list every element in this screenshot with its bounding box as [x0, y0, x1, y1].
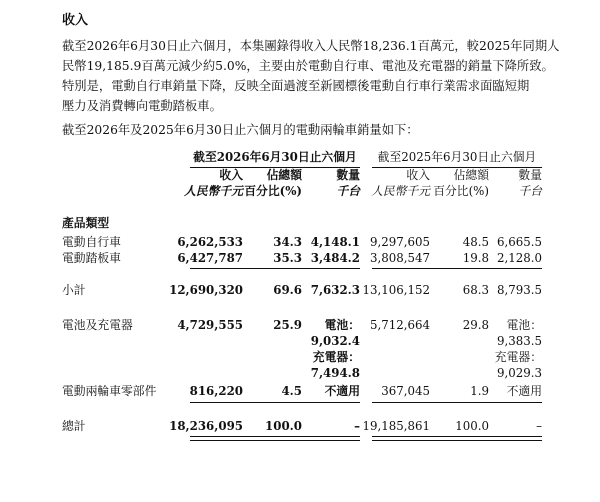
charger-label-2026: 充電器：: [312, 350, 360, 364]
unit-revenue-2025: 人民幣千元: [371, 184, 430, 198]
cell-vol-2025: 不適用: [506, 384, 542, 398]
cell-pct-2025: 1.9: [470, 384, 489, 398]
charger-label-2025: 充電器：: [494, 350, 542, 364]
unit-volume-2026: 千台: [336, 184, 360, 198]
total-rule-2026: [190, 402, 360, 403]
unit-volume-2025: 千台: [518, 184, 542, 198]
battery-label-2025: 電池：: [506, 318, 542, 332]
cell-vol-2025: –: [536, 419, 542, 433]
subtotal-rule-2025: [372, 268, 542, 269]
revenue-paragraph: [62, 36, 582, 116]
paragraph-line: 特別是，電動自行車銷量下降，反映全面過渡至新國標後電動自行車行業需求面臨短期: [62, 79, 530, 93]
row-label: 小計: [62, 283, 86, 297]
cell-rev-2026: 4,729,555: [177, 318, 243, 332]
col-volume-2026: 數量: [336, 168, 360, 182]
subtotal-rule-2026: [190, 268, 360, 269]
charger-value-2025: 9,029.3: [496, 366, 542, 380]
row-label: 電動兩輪車零部件: [62, 384, 157, 398]
total-double-rule-2026: [190, 436, 360, 441]
unit-share-2025: 百分比(%): [433, 184, 489, 198]
battery-label-2026: 電池：: [324, 318, 360, 332]
period-2025-header: 截至2025年6月30日止六個月: [377, 150, 537, 164]
cell-pct-2025: 100.0: [455, 419, 489, 433]
unit-revenue-2026: 人民幣千元: [184, 184, 243, 198]
cell-vol-2025: 8,793.5: [496, 283, 542, 297]
cell-pct-2025: 29.8: [462, 318, 489, 332]
row-label: 電池及充電器: [62, 318, 133, 332]
cell-vol-2025: 6,665.5: [496, 235, 542, 249]
cell-pct-2026: 35.3: [273, 251, 302, 265]
cell-rev-2026: 18,236,095: [169, 419, 243, 433]
row-label: 電動自行車: [62, 235, 121, 249]
paragraph-line: 壓力及消費轉向電動踏板車。: [62, 99, 222, 113]
cell-pct-2026: 100.0: [265, 419, 302, 433]
cell-rev-2026: 816,220: [189, 384, 243, 398]
cell-pct-2025: 68.3: [462, 283, 489, 297]
section-heading: 收入: [62, 13, 89, 28]
cell-vol-2026: –: [354, 419, 360, 433]
table-intro: 截至2026年及2025年6月30日止六個月的電動兩輪車銷量如下：: [62, 123, 419, 137]
cell-rev-2025: 367,045: [381, 384, 430, 398]
cell-vol-2026: 7,632.3: [310, 283, 360, 297]
col-share-2026: 佔總額: [266, 168, 302, 182]
cell-pct-2026: 25.9: [273, 318, 302, 332]
cell-pct-2025: 19.8: [462, 251, 489, 265]
col-revenue-2025: 收入: [406, 168, 430, 182]
cell-rev-2025: 13,106,152: [362, 283, 430, 297]
cell-pct-2025: 48.5: [462, 235, 489, 249]
col-volume-2025: 數量: [518, 168, 542, 182]
cell-pct-2026: 34.3: [273, 235, 302, 249]
cell-vol-2026: 3,484.2: [310, 251, 360, 265]
col-share-2025: 佔總額: [453, 168, 489, 182]
battery-value-2025: 9,383.5: [496, 334, 542, 348]
cell-rev-2025: 19,185,861: [362, 419, 430, 433]
cell-rev-2026: 6,427,787: [177, 251, 243, 265]
cell-vol-2025: 2,128.0: [496, 251, 542, 265]
total-double-rule-2025: [372, 436, 542, 441]
total-rule-2025: [372, 402, 542, 403]
period-2026-header: 截至2026年6月30日止六個月: [193, 150, 357, 164]
cell-pct-2026: 69.6: [273, 283, 302, 297]
row-label: 總計: [62, 419, 86, 433]
cell-vol-2026: 不適用: [324, 384, 360, 398]
charger-value-2026: 7,494.8: [310, 366, 360, 380]
cell-pct-2026: 4.5: [281, 384, 302, 398]
product-type-label: 產品類型: [62, 216, 110, 230]
paragraph-line: 民幣19,185.9百萬元減少約5.0%，主要由於電動自行車、電池及充電器的銷量下降所致。: [62, 59, 554, 73]
paragraph-line: 截至2026年6月30日止六個月，本集團錄得收入人民幣18,236.1百萬元，較2025年同期人: [62, 39, 560, 53]
cell-rev-2025: 5,712,664: [369, 318, 430, 332]
col-revenue-2026: 收入: [219, 168, 243, 182]
cell-rev-2026: 6,262,533: [177, 235, 243, 249]
cell-vol-2026: 4,148.1: [310, 235, 360, 249]
row-label: 電動踏板車: [62, 251, 121, 265]
cell-rev-2026: 12,690,320: [169, 283, 243, 297]
cell-rev-2025: 3,808,547: [369, 251, 430, 265]
unit-share-2026: 百分比(%): [244, 184, 302, 198]
cell-rev-2025: 9,297,605: [369, 235, 430, 249]
battery-value-2026: 9,032.4: [310, 334, 360, 348]
